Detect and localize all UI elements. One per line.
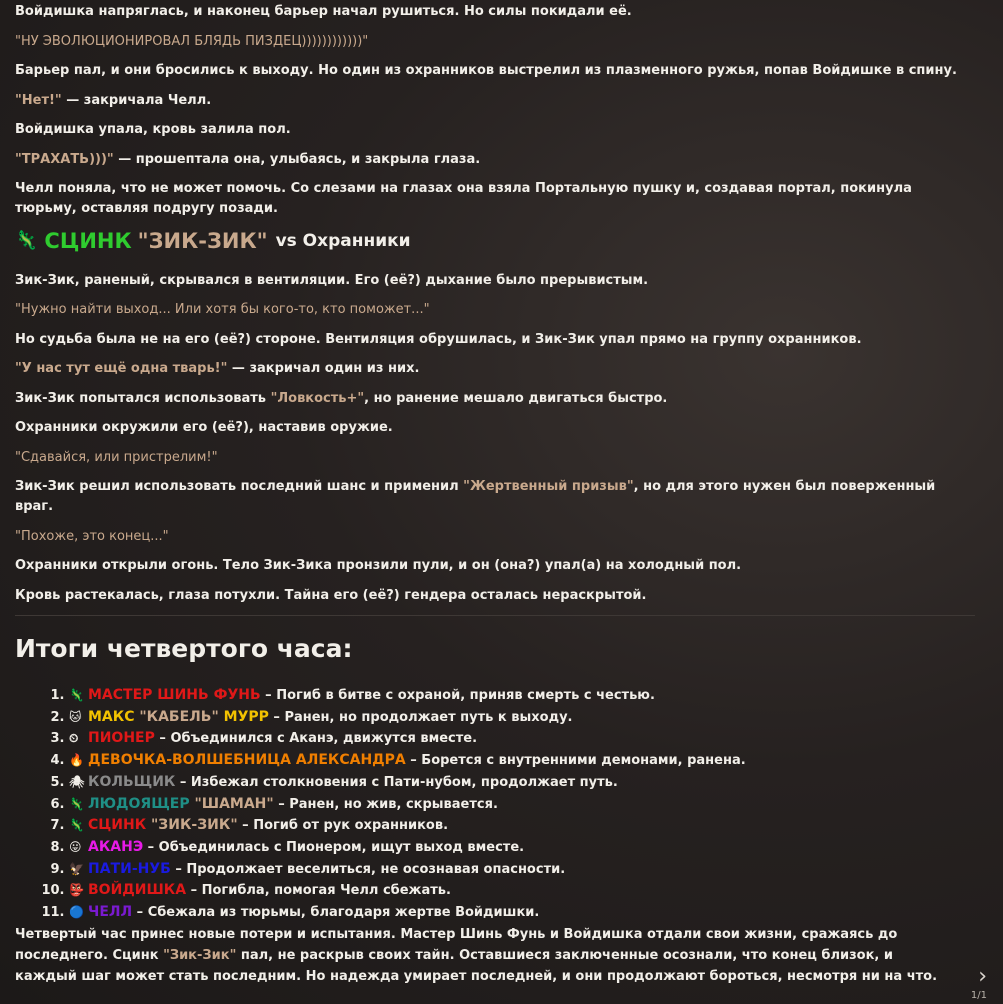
section-heading xyxy=(15,229,975,253)
story-paragraph: Кровь растекалась, глаза потухли. Тайна его (её?) гендера осталась нераскрытой. xyxy=(15,587,647,603)
story-paragraph: Войдишка упала, кровь залила пол. xyxy=(15,122,291,137)
result-item xyxy=(69,750,975,772)
story-section xyxy=(15,271,975,606)
story-paragraph-with-highlight xyxy=(15,477,975,517)
dialogue-line: "Сдавайся, или пристрелим!" xyxy=(15,449,218,465)
character-name: ПИОНЕР xyxy=(88,730,155,747)
divider xyxy=(15,615,975,616)
paragraph-text-end: , но для этого нужен был поверженный враг. xyxy=(15,479,936,514)
result-item xyxy=(69,880,975,902)
result-description: – Погиб в битве с охраной, приняв смерть с честью. xyxy=(260,688,655,703)
story-content xyxy=(15,2,975,924)
result-description: – Объединилась с Пионером, ищут выход вместе. xyxy=(143,839,525,855)
character-name: КОЛЬЩИК xyxy=(88,773,176,790)
result-item xyxy=(69,685,975,707)
dialogue-line: "Нужно найти выход... Или хотя бы кого-то, кто поможет..." xyxy=(15,302,430,317)
character-icon: 🦅 xyxy=(69,861,84,876)
dialogue-line: "Похоже, это конец..." xyxy=(15,528,169,544)
character-name: "ЗИК-ЗИК" xyxy=(146,817,238,834)
character-name: ПАТИ-НУБ xyxy=(88,860,171,877)
result-item xyxy=(69,772,975,794)
final-highlight: "Зик-Зик" xyxy=(163,948,237,963)
result-description: – Ранен, но жив, скрывается. xyxy=(273,796,498,812)
result-description: – Ранен, но продолжает путь к выходу. xyxy=(268,709,573,725)
dialogue-line: "НУ ЭВОЛЮЦИОНИРОВАЛ БЛЯДЬ ПИЗДЕЦ))))))))))))" xyxy=(15,33,369,49)
dialogue-quote: "У нас тут ещё одна тварь!" xyxy=(15,361,228,376)
dialogue-with-attribution xyxy=(15,91,975,111)
lizard-icon: 🦎 xyxy=(15,230,38,251)
dialogue-attribution: — закричала Челл. xyxy=(61,92,212,108)
dialogue-attribution: — закричал один из них. xyxy=(227,361,420,376)
skill-name: "Ловкость+" xyxy=(270,390,365,406)
result-description: – Избежал столкновения с Пати-нубом, продолжает путь. xyxy=(175,774,618,790)
character-name: "КАБЕЛЬ" xyxy=(134,708,224,725)
character-name: СЦИНК xyxy=(88,817,147,834)
character-name: ЛЮДОЯЩЕР xyxy=(88,795,190,812)
character-icon: 🐱 xyxy=(69,709,82,724)
final-paragraph xyxy=(15,924,955,987)
section-heading-vs: vs Охранники xyxy=(275,230,411,251)
character-icon: 🔵 xyxy=(69,905,84,920)
paragraph-text-start: Зик-Зик решил использовать последний шанс и применил xyxy=(15,479,464,494)
result-item xyxy=(69,707,975,729)
dialogue-quote: "ТРАХАТЬ)))" xyxy=(15,151,114,167)
story-paragraph: Войдишка напряглась, и наконец барьер начал рушиться. Но силы покидали её. xyxy=(15,4,632,19)
section-heading-nickname: "ЗИК-ЗИК" xyxy=(137,228,268,253)
character-name: МАСТЕР ШИНЬ ФУНЬ xyxy=(88,687,261,703)
character-name: АКАНЭ xyxy=(88,838,144,855)
character-icon: 🦎 xyxy=(69,818,84,833)
character-name: ВОЙДИШКА xyxy=(88,882,187,899)
next-page-arrow-icon[interactable]: › xyxy=(978,964,987,989)
story-paragraph: Зик-Зик, раненый, скрывался в вентиляции. Его (её?) дыхание было прерывистым. xyxy=(15,272,649,288)
character-name: "ШАМАН" xyxy=(189,795,274,812)
page-indicator: 1/1 xyxy=(970,990,987,1001)
character-icon: 👺 xyxy=(69,883,84,898)
character-name: МАКС xyxy=(88,708,135,725)
result-item xyxy=(69,815,975,837)
story-paragraph-with-highlight xyxy=(15,389,975,409)
result-description: – Сбежала из тюрьмы, благодаря жертве Войдишки. xyxy=(132,905,540,921)
character-icon: 😛 xyxy=(69,839,82,854)
result-item xyxy=(69,728,975,750)
character-icon: 🦎 xyxy=(69,796,84,811)
summary-title: Итоги четвертого часа: xyxy=(15,634,353,663)
result-description: – Объединился с Аканэ, движутся вместе. xyxy=(154,731,478,747)
story-paragraph: Охранники окружили его (её?), наставив оружие. xyxy=(15,420,393,435)
story-paragraph: Барьер пал, и они бросились к выходу. Но один из охранников выстрелил из плазменного ружья, попав Войдишке в спину. xyxy=(15,63,957,78)
result-item xyxy=(69,794,975,816)
final-text-start: Четвертый час принес новые потери и испытания. Мастер Шинь Фунь и Войдишка отдали свои жизни, сражаясь до последнего. Сцинк xyxy=(15,927,898,963)
character-icon: 🦎 xyxy=(69,688,84,702)
dialogue-with-attribution xyxy=(15,150,975,170)
dialogue-attribution: — прошептала она, улыбаясь, и закрыла глаза. xyxy=(113,151,481,167)
result-item xyxy=(69,859,975,881)
result-item xyxy=(69,902,975,924)
character-icon: 🔥 xyxy=(69,753,84,768)
dialogue-quote: "Нет!" xyxy=(15,92,62,108)
story-paragraph: Охранники открыли огонь. Тело Зик-Зика пронзили пули, и он (она?) упал(а) на холодный пол. xyxy=(15,558,742,573)
character-icon: ⏲ xyxy=(69,731,79,746)
section-heading-name: СЦИНК xyxy=(44,228,132,253)
character-name: ЧЕЛЛ xyxy=(88,904,133,921)
result-description: – Погибла, помогая Челл сбежать. xyxy=(186,883,451,899)
result-description: – Борется с внутренними демонами, ранена. xyxy=(405,753,746,769)
paragraph-text-end: , но ранение мешало двигаться быстро. xyxy=(364,390,668,406)
paragraph-text-start: Зик-Зик попытался использовать xyxy=(15,390,271,406)
story-paragraph: Челл поняла, что не может помочь. Со слезами на глазах она взяла Портальную пушку и, создавая портал, покинула тюрьму, оставляя подругу позади. xyxy=(15,181,912,216)
final-text-end: пал, не раскрыв своих тайн. Оставшиеся заключенные осознали, что конец близок, и каждый шаг может стать последним. Но надежда умирает последней, и они продолжают бороться, несмотря ни на что. xyxy=(15,948,938,984)
story-paragraph: Но судьба была не на его (её?) стороне. Вентиляция обрушилась, и Зик-Зик упал прямо на группу охранников. xyxy=(15,331,862,347)
dialogue-with-attribution xyxy=(15,359,975,379)
skill-name: "Жертвенный призыв" xyxy=(463,479,634,494)
results-list xyxy=(15,685,975,924)
story-top xyxy=(15,2,975,219)
result-description: – Продолжает веселиться, не осознавая опасности. xyxy=(170,861,566,877)
character-icon: 🕷 xyxy=(69,774,85,789)
character-name: МУРР xyxy=(223,708,269,725)
result-description: – Погиб от рук охранников. xyxy=(237,818,449,834)
result-item xyxy=(69,837,975,859)
character-name: ДЕВОЧКА-ВОЛШЕБНИЦА АЛЕКСАНДРА xyxy=(88,752,406,769)
